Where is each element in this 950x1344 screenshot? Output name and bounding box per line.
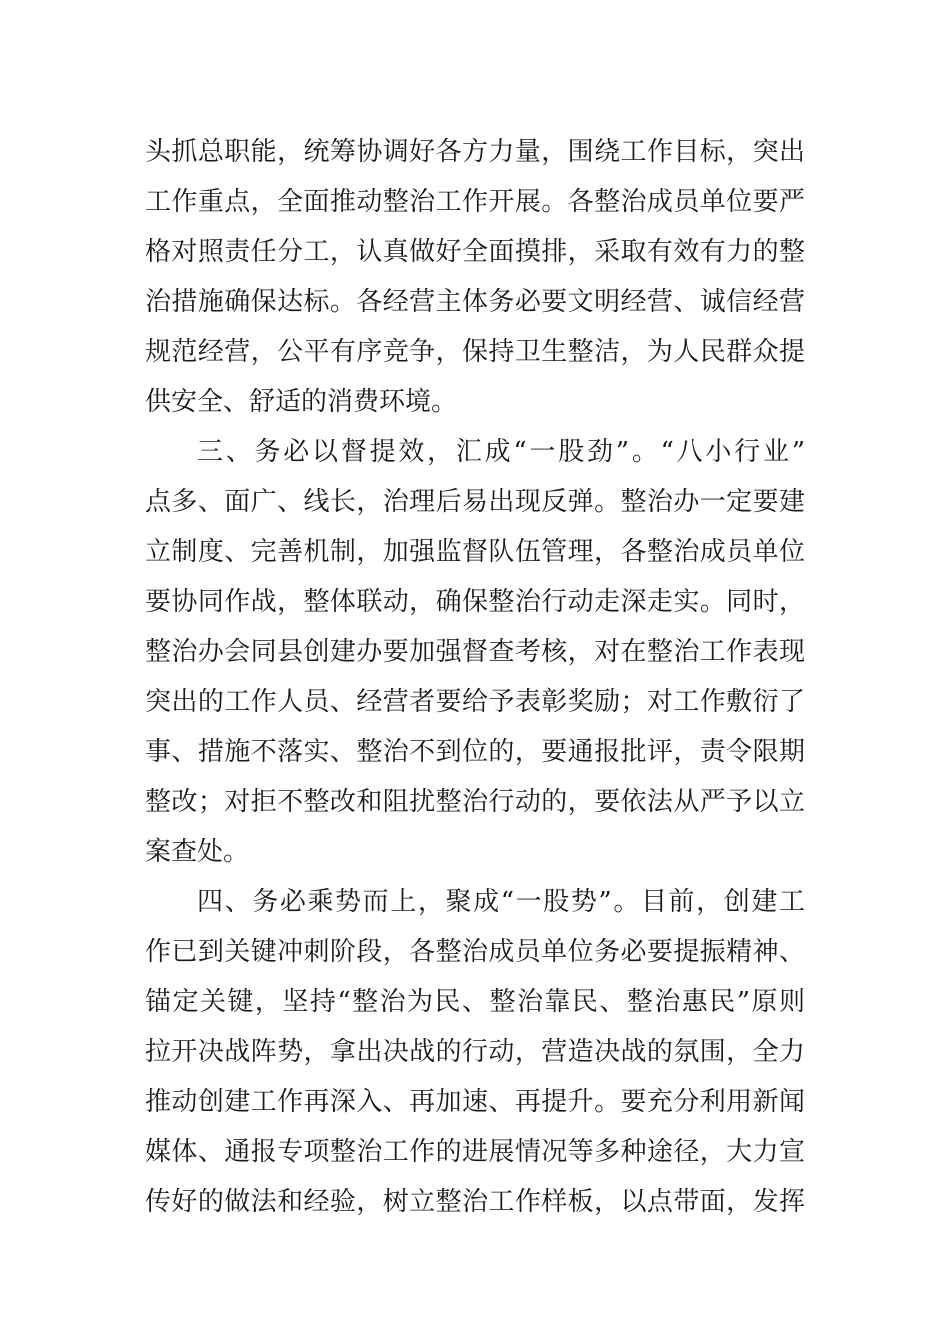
- paragraph-line: 拉开决战阵势，拿出决战的行动，营造决战的氛围，全力: [145, 1037, 805, 1067]
- paragraph-line: 突出的工作人员、经营者要给予表彰奖励；对工作敷衍了: [145, 687, 805, 717]
- paragraph-line: 治措施确保达标。各经营主体务必要文明经营、诚信经营: [145, 287, 805, 317]
- paragraph-line: 锚定关键，坚持“整治为民、整治靠民、整治惠民”原则: [145, 987, 805, 1017]
- paragraph-line: 规范经营，公平有序竞争，保持卫生整洁，为人民群众提: [145, 337, 805, 367]
- section-four-heading-line: 四、务必乘势而上，聚成“一股势”。目前，创建工: [197, 887, 805, 917]
- paragraph-line: 作已到关键冲刺阶段，各整治成员单位务必要提振精神、: [145, 937, 805, 967]
- paragraph-line: 立制度、完善机制，加强监督队伍管理，各整治成员单位: [145, 537, 805, 567]
- paragraph-line: 推动创建工作再深入、再加速、再提升。要充分利用新闻: [145, 1087, 805, 1117]
- paragraph-line: 头抓总职能，统筹协调好各方力量，围绕工作目标，突出: [145, 137, 805, 167]
- paragraph-line: 工作重点，全面推动整治工作开展。各整治成员单位要严: [145, 187, 805, 217]
- section-three-heading-line: 三、务必以督提效，汇成“一股劲”。“八小行业”: [197, 437, 805, 467]
- paragraph-line: 格对照责任分工，认真做好全面摸排，采取有效有力的整: [145, 237, 805, 267]
- paragraph-line: 整改；对拒不整改和阻扰整治行动的，要依法从严予以立: [145, 787, 805, 817]
- paragraph-line: 整治办会同县创建办要加强督查考核，对在整治工作表现: [145, 637, 805, 667]
- paragraph-line: 供安全、舒适的消费环境。: [145, 387, 458, 417]
- paragraph-line: 事、措施不落实、整治不到位的，要通报批评，责令限期: [145, 737, 805, 767]
- paragraph-line: 案查处。: [145, 837, 250, 867]
- paragraph-line: 媒体、通报专项整治工作的进展情况等多种途径，大力宣: [145, 1137, 805, 1167]
- paragraph-line: 传好的做法和经验，树立整治工作样板，以点带面，发挥: [145, 1187, 805, 1217]
- paragraph-line: 点多、面广、线长，治理后易出现反弹。整治办一定要建: [145, 487, 805, 517]
- paragraph-line: 要协同作战，整体联动，确保整治行动走深走实。同时，: [145, 587, 805, 617]
